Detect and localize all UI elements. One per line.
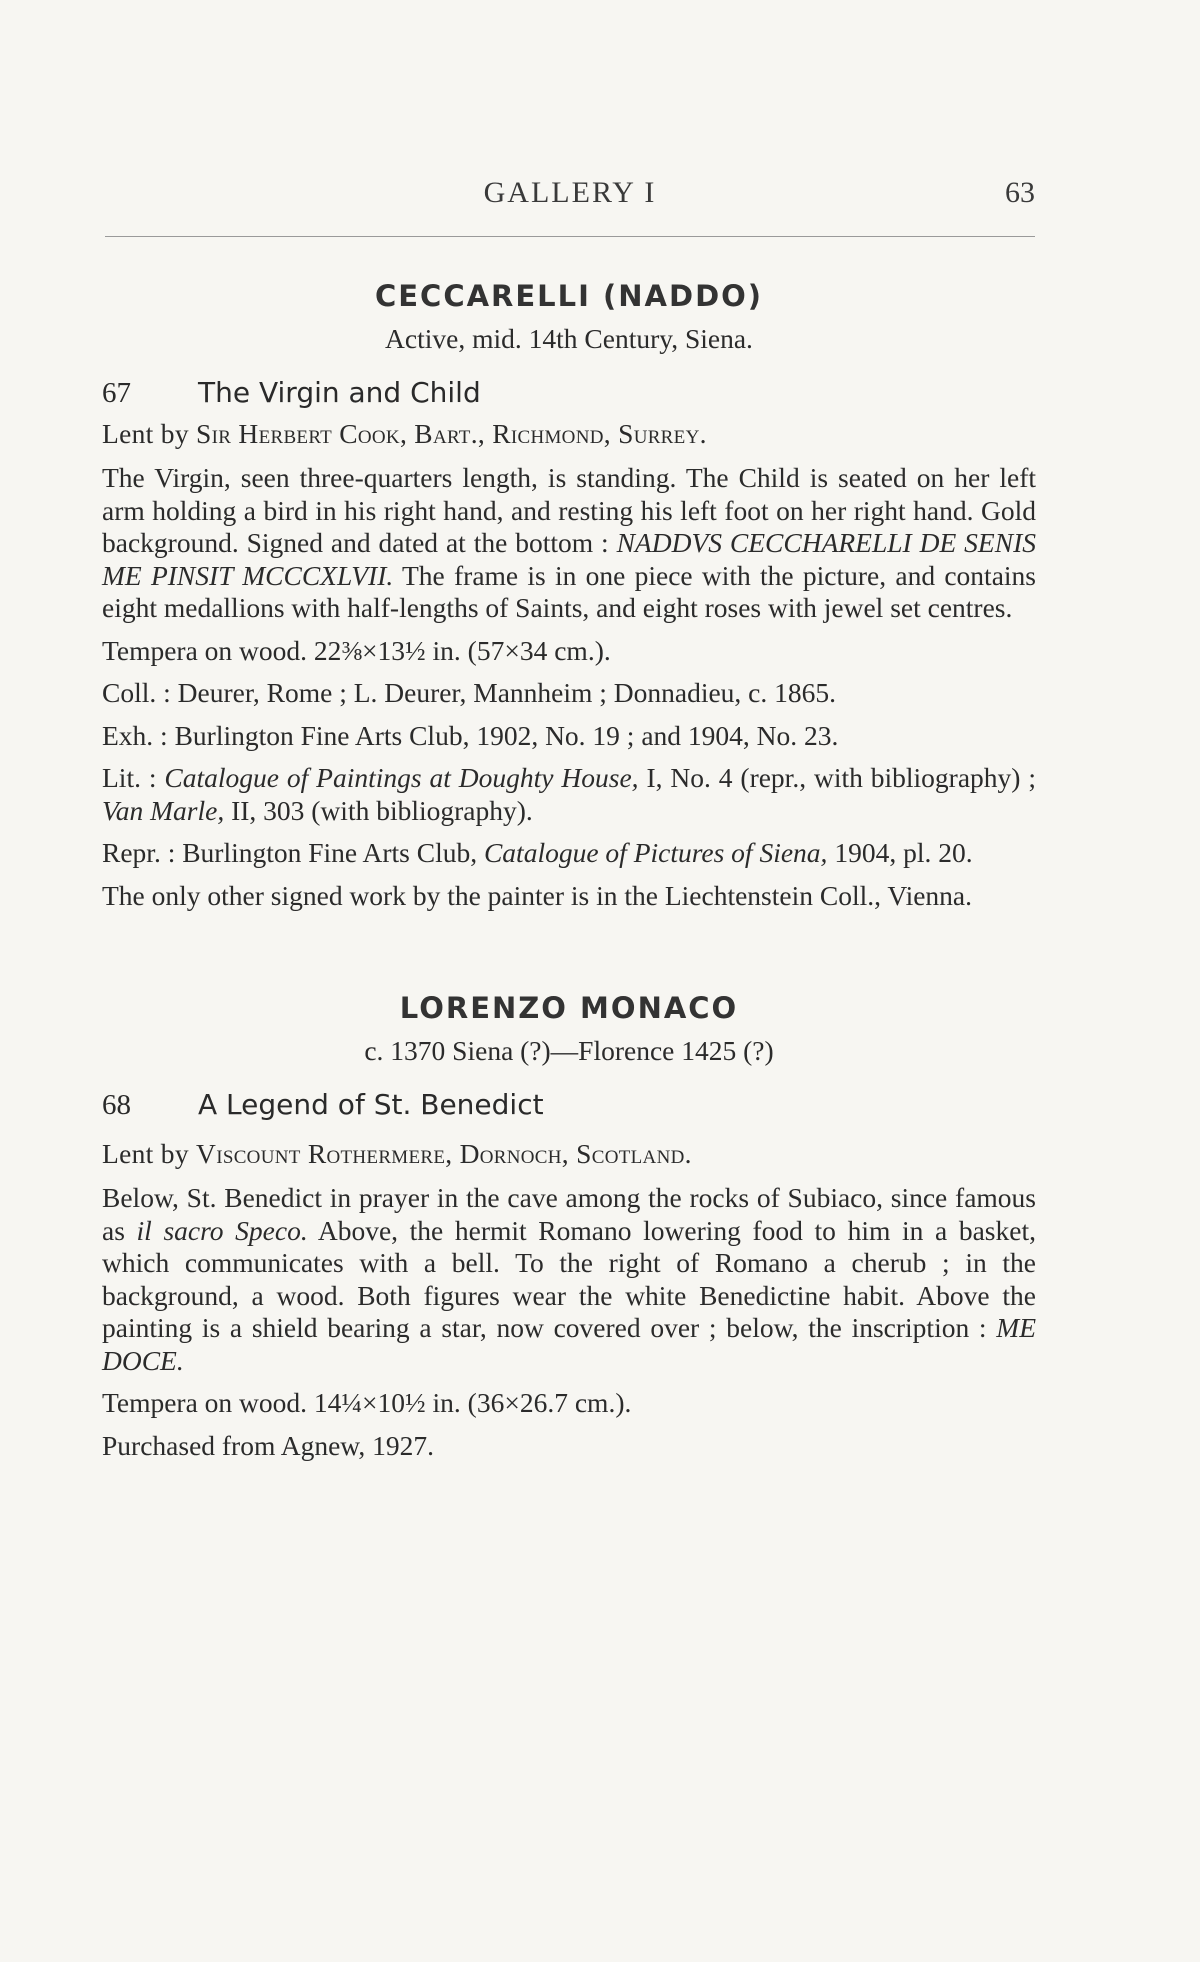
section-ceccarelli xyxy=(102,280,1036,912)
description-text: The Virgin, seen three-quarters length, is standing. The Child is seated on her left arm holding a bird in his right hand, and resting his left foot on her right hand. Gold background. Signed and dated at the bottom : xyxy=(102,462,1036,558)
lender-line xyxy=(102,1138,1036,1171)
artist-dates: c. 1370 Siena (?)—Florence 1425 (?) xyxy=(364,1034,774,1066)
lit-title-1: Catalogue of Paintings at Doughty House, xyxy=(164,762,639,793)
entry-number: 67 xyxy=(102,377,131,409)
description-text-cont: Above, the hermit Romano lowering food to him in a basket, which communicates with a bell. To the right of Romano a cherub ; in the background, a wood. Both figures wear the white Benedictine habit. Above the painting is a shield bearing a star, now covered over ; below, the inscription : xyxy=(102,1214,1036,1343)
medium-dimensions: Tempera on wood. 22⅜×13½ in. (57×34 cm.). xyxy=(102,634,611,666)
provenance: Purchased from Agnew, 1927. xyxy=(102,1429,434,1461)
medium-dimensions: Tempera on wood. 14¼×10½ in. (36×26.7 cm.). xyxy=(102,1387,632,1418)
section-lorenzo-monaco xyxy=(102,992,1036,1462)
lit-title-2: Van Marle, xyxy=(102,794,225,826)
lender-line xyxy=(102,418,1036,451)
entry-number: 68 xyxy=(102,1089,131,1121)
lender-prefix: Lent by xyxy=(102,1137,197,1169)
running-head xyxy=(105,176,1035,220)
lender-name: Viscount Rothermere, Dornoch, Scotland. xyxy=(196,1137,692,1169)
place-name: il sacro Speco. xyxy=(136,1214,308,1246)
lit-end: II, 303 (with bibliography). xyxy=(224,794,533,826)
artist-heading: CECCARELLI (NADDO) xyxy=(374,279,764,313)
running-head-title: GALLERY I xyxy=(483,176,657,209)
exhibition-history: Exh. : Burlington Fine Arts Club, 1902, No. 19 ; and 1904, No. 23. xyxy=(102,719,839,751)
artist-dates: Active, mid. 14th Century, Siena. xyxy=(385,322,753,354)
lit-mid: I, No. 4 (repr., with bibliography) ; xyxy=(638,762,1036,793)
reproductions xyxy=(102,837,1036,870)
entry-heading xyxy=(102,377,1036,410)
repr-end: 1904, pl. 20. xyxy=(827,837,973,868)
collection-history: Coll. : Deurer, Rome ; L. Deurer, Mannheim ; Donnadieu, c. 1865. xyxy=(102,677,837,708)
repr-title: Catalogue of Pictures of Siena, xyxy=(483,837,828,868)
signature-inscription: NADDVS CECCHARELLI DE SENIS ME PINSIT MCCCXLVII. xyxy=(102,527,1036,591)
page-body xyxy=(102,280,1036,1472)
header-rule xyxy=(105,236,1035,237)
section-spacer xyxy=(102,922,1036,992)
lender-prefix: Lent by xyxy=(102,417,197,449)
note: The only other signed work by the painter is in the Liechtenstein Coll., Vienna. xyxy=(102,879,973,911)
inscription: ME DOCE. xyxy=(102,1312,1036,1376)
lit-prefix: Lit. : xyxy=(102,762,165,793)
page-number: 63 xyxy=(1005,176,1035,209)
description xyxy=(102,462,1036,625)
repr-prefix: Repr. : Burlington Fine Arts Club, xyxy=(102,837,484,868)
description xyxy=(102,1182,1036,1377)
literature xyxy=(102,762,1036,827)
lender-name: Sir Herbert Cook, Bart., Richmond, Surrey. xyxy=(196,417,707,449)
description-text: Below, St. Benedict in prayer in the cave among the rocks of Subiaco, since famous as xyxy=(102,1182,1036,1246)
entry-title: The Virgin and Child xyxy=(198,376,481,409)
description-text-cont: The frame is in one piece with the picture, and contains eight medallions with half-lengths of Saints, and eight roses with jewel set centres. xyxy=(102,559,1036,623)
artist-heading: LORENZO MONACO xyxy=(399,991,739,1025)
entry-heading xyxy=(102,1089,1036,1122)
entry-title: A Legend of St. Benedict xyxy=(198,1088,544,1121)
